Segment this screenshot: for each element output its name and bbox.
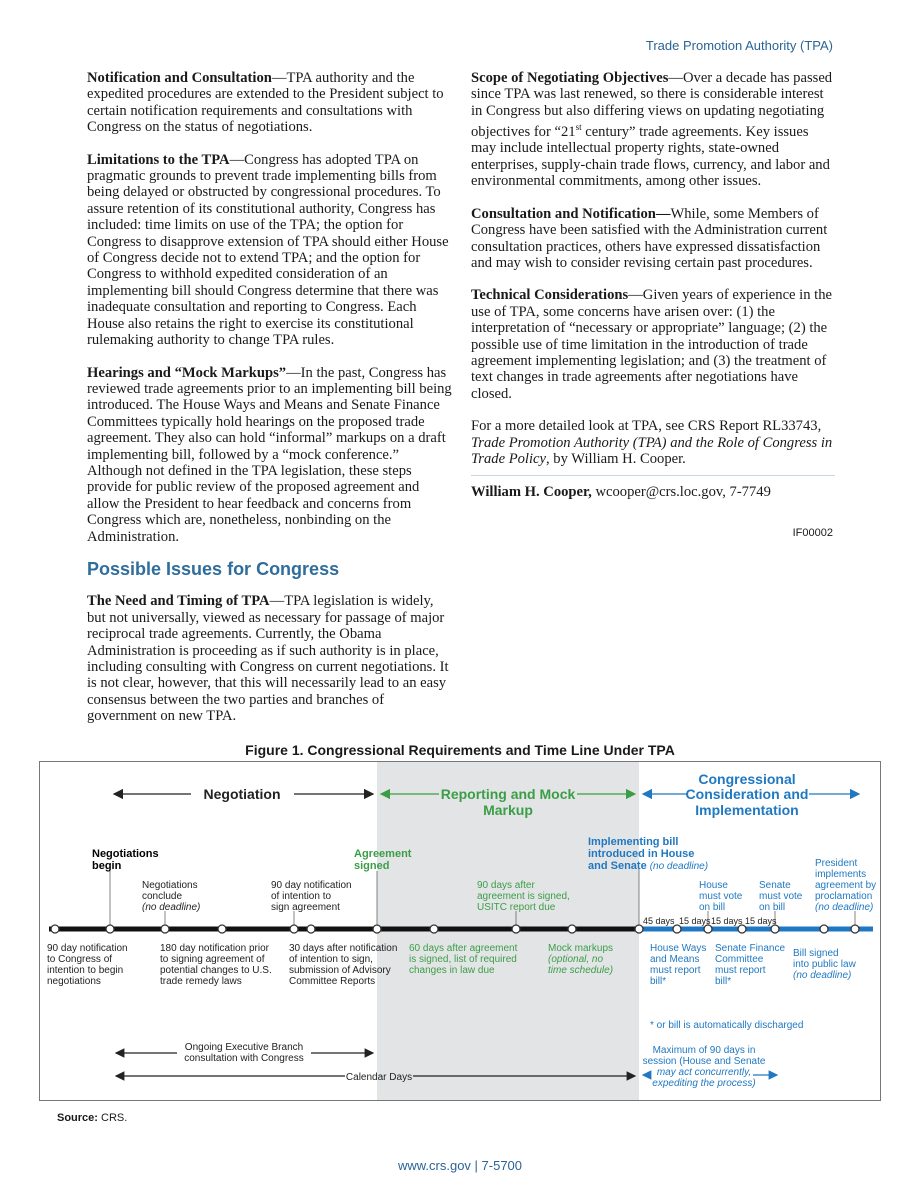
left-column	[87, 70, 453, 741]
label-30-days: 30 days after notification	[289, 943, 398, 954]
divider	[471, 475, 835, 476]
label-house-ways-means: must report	[650, 965, 701, 976]
label-180-day: to signing agreement of	[160, 954, 265, 965]
label-agreement-signed: signed	[354, 860, 390, 872]
label-senate-vote: must vote	[759, 891, 803, 902]
label-90-day-notice: of intention to	[271, 891, 332, 902]
label-usitc: USITC report due	[477, 902, 556, 913]
label-90-day-begin: intention to begin	[47, 965, 124, 976]
label-house-ways-means: bill*	[650, 976, 667, 987]
label-60-days: 60 days after agreement	[409, 943, 518, 954]
source-note: Source: CRS.	[57, 1112, 128, 1124]
label-implementing-bill: Implementing bill	[588, 836, 679, 848]
figure-title: Figure 1. Congressional Requirements and Time Line Under TPA	[245, 742, 675, 758]
label-max-90-days: may act concurrently,	[656, 1067, 752, 1078]
timeline-figure	[39, 761, 881, 1101]
label-implementing-bill: introduced in House	[588, 848, 695, 860]
label-president: proclamation	[815, 891, 873, 902]
label-house-ways-means: and Means	[650, 954, 700, 965]
label-30-days: submission of Advisory	[289, 965, 391, 976]
running-header: Trade Promotion Authority (TPA)	[645, 38, 833, 53]
label-90-day-begin: negotiations	[47, 976, 101, 987]
label-90-day-begin: to Congress of	[47, 954, 113, 965]
label-negotiations-conclude: conclude	[142, 891, 183, 902]
label-senate-vote: Senate	[759, 880, 791, 891]
label-house-vote: House	[699, 880, 728, 891]
label-ongoing-consultation: consultation with Congress	[184, 1053, 304, 1064]
label-negotiations-begin: begin	[92, 860, 122, 872]
label-bill-signed: (no deadline)	[793, 970, 852, 981]
label-president: President	[815, 858, 858, 869]
label-senate-vote: on bill	[759, 902, 786, 913]
label-45-days: 45 days	[643, 916, 675, 926]
paragraph: Limitations to the TPA—Congress has adopted TPA on pragmatic grounds to prevent trade implementing bills from being delayed or obstructed by congressional procedures. To assure retention of its constitutional authority, Congress has included: time limits on use of the TPA; the option for Congress to disapprove extension of TPA should either House of Congress decide not to extend TPA; and the option for Congress to withhold expedited consideration of an implementing bill should Congress determine that there was inadequate consultation and reporting to Congress. Each House also retains the right to exercise its constitutional rulemaking authority to change TPA rules.	[87, 151, 449, 349]
phase-negotiation: Negotiation	[203, 786, 281, 802]
section-heading: Possible Issues for Congress	[87, 558, 340, 579]
label-180-day: 180 day notification prior	[160, 943, 269, 954]
product-code: IF00002	[792, 527, 833, 539]
phase-congress: Implementation	[695, 802, 799, 818]
paragraph: Scope of Negotiating Objectives—Over a decade has passed since TPA was last renewed, so there is considerable interest in Congress but also differing views on updating negotiating objectives for “21st century” trade agreements. Key issues may include intellectual property rights, state-owned enterprises, supply-chain trade flows, currency, and labor and environmental commitments, among other issues.	[471, 70, 833, 190]
right-column	[471, 70, 835, 517]
label-negotiations-conclude: (no deadline)	[142, 902, 201, 913]
label-negotiations-begin: Negotiations	[92, 848, 159, 860]
phase-congress: Consideration and	[685, 786, 809, 802]
phase-reporting: Markup	[483, 802, 533, 818]
label-president: (no deadline)	[815, 902, 874, 913]
label-house-ways-means: House Ways	[650, 943, 707, 954]
label-president: agreement by	[815, 880, 877, 891]
label-mock-markups: (optional, no	[548, 954, 604, 965]
label-max-90-days: Maximum of 90 days in	[652, 1045, 756, 1056]
label-60-days: changes in law due	[409, 965, 495, 976]
paragraph: The Need and Timing of TPA—TPA legislation is widely, but not universally, viewed as necessary for passage of major reciprocal trade agreements. Currently, the Obama Administration is proceeding as if such authority is in place, including consulting with Congress on current negotiations. It is not clear, however, that this will necessarily lead to an easy consensus between the two parties and branches of government on new TPA.	[87, 593, 449, 725]
label-implementing-bill: and Senate (no deadline)	[588, 860, 709, 872]
label-ongoing-consultation: Ongoing Executive Branch	[184, 1042, 304, 1053]
label-mock-markups: time schedule)	[548, 965, 614, 976]
label-president: implements	[815, 869, 867, 880]
label-90-day-begin: 90 day notification	[47, 943, 128, 954]
label-30-days: Committee Reports	[289, 976, 376, 987]
phase-congress: Congressional	[698, 771, 796, 787]
page-footer: www.crs.gov | 7-5700	[397, 1158, 523, 1173]
label-180-day: trade remedy laws	[160, 976, 242, 987]
label-usitc: agreement is signed,	[477, 891, 570, 902]
label-house-vote: on bill	[699, 902, 726, 913]
label-max-90-days: expediting the process)	[652, 1078, 756, 1089]
paragraph: Notification and Consultation—TPA authority and the expedited procedures are extended to the President subject to certain notification requirements and consultations with Congress on the status of negotiations.	[87, 70, 444, 136]
label-15-days: 15 days	[745, 916, 777, 926]
label-90-day-notice: sign agreement	[271, 902, 340, 913]
label-bill-signed: Bill signed	[793, 948, 839, 959]
paragraph: For a more detailed look at TPA, see CRS Report RL33743, Trade Promotion Authority (TPA) and the Role of Congress in Trade Policy, by William H. Cooper.	[471, 418, 833, 467]
label-house-vote: must vote	[699, 891, 743, 902]
footnote: * or bill is automatically discharged	[650, 1020, 804, 1031]
label-90-day-notice: 90 day notification	[271, 880, 352, 891]
label-mock-markups: Mock markups	[548, 943, 614, 954]
label-15-days: 15 days	[711, 916, 743, 926]
label-max-90-days: session (House and Senate	[642, 1056, 766, 1067]
label-180-day: potential changes to U.S.	[160, 965, 272, 976]
author-line: William H. Cooper, wcooper@crs.loc.gov, 7-7749	[471, 484, 771, 501]
label-senate-finance: Committee	[715, 954, 764, 965]
label-senate-finance: bill*	[715, 976, 732, 987]
paragraph: Consultation and Notification—While, some Members of Congress have been satisfied with the Administration current consultation practices, others have expressed dissatisfaction and may wish to consider revising certain past procedures.	[471, 205, 828, 271]
label-60-days: is signed, list of required	[409, 954, 517, 965]
label-agreement-signed: Agreement	[354, 848, 412, 860]
label-15-days: 15 days	[679, 916, 711, 926]
label-senate-finance: Senate Finance	[715, 943, 786, 954]
paragraph: Technical Considerations—Given years of experience in the use of TPA, some concerns have arisen over: (1) the interpretation of “necessary or appropriate” language; (2) the possible use of time limitation in the introduction of trade agreement implementing legislation; and (3) the treatment of text changes in trade agreements after negotiations have closed.	[471, 287, 833, 402]
paragraph: Hearings and “Mock Markups”—In the past, Congress has reviewed trade agreements prior to an implementing bill being introduced. The House Ways and Means and Senate Finance Committees typically hold hearings on the proposed trade agreement. They also can hold “informal” markups on a draft implementing bill, followed by a “mock conference.” Although not defined in the TPA legislation, these steps provide for public review of the proposed agreement and allow the President to hear feedback and concerns from Congress which are, nonetheless, nonbinding on the Administration.	[87, 364, 452, 545]
label-usitc: 90 days after	[477, 880, 535, 891]
label-calendar-days: Calendar Days	[345, 1072, 413, 1083]
label-bill-signed: into public law	[793, 959, 856, 970]
label-30-days: of intention to sign,	[289, 954, 373, 965]
label-senate-finance: must report	[715, 965, 766, 976]
label-negotiations-conclude: Negotiations	[142, 880, 198, 891]
phase-reporting: Reporting and Mock	[440, 786, 576, 802]
